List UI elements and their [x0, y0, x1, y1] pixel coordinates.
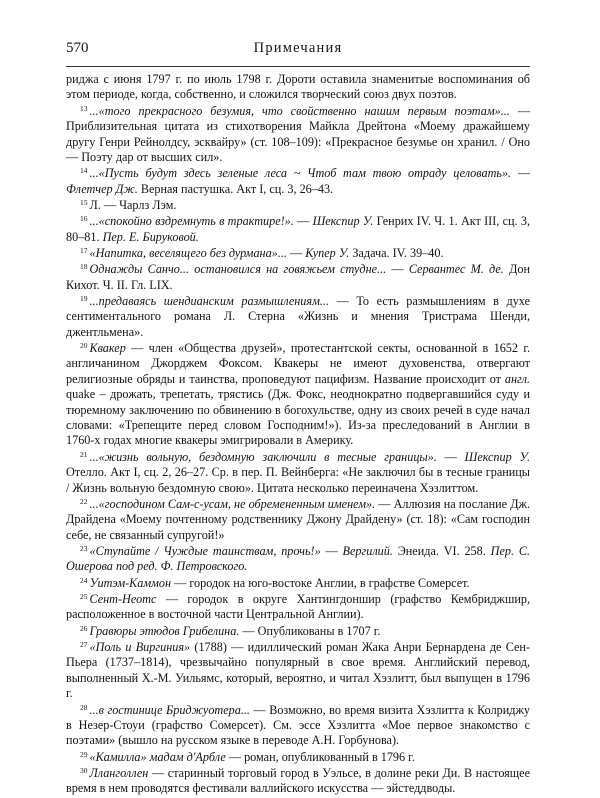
footnote-19 [66, 294, 530, 340]
footnote-number: 20 [80, 341, 88, 351]
footnote-italic-text: «Ступайте / Чуждые таинствам, прочь!» [89, 543, 321, 558]
running-title: Примечания [253, 40, 343, 56]
footnote-text: Дон Кихот. Ч. II. Гл. LIX. [66, 262, 530, 292]
footnote-text: Энеида. VI. 258. [392, 543, 491, 558]
footnote-21 [66, 450, 530, 496]
footnote-26 [66, 624, 530, 639]
footnote-18 [66, 262, 530, 293]
footnote-text: — Возможно, во время визита Хэзлитта к Колриджу в Незер-Стоуи (графство Сомерсет). См. эссе Хэзлитта «Мое первое знакомство с поэтами» (вышло на русском языке в переводе А.Н. Горбунова). [66, 702, 530, 748]
footnote-15 [66, 198, 530, 213]
footnote-text: Верная пастушка. Акт I, сц. 3, 26–43. [137, 181, 334, 196]
footnote-text: — Аллюзия на послание Дж. Драйдена «Моему почтенному родственнику Джону Драйдену» (ст. 18): «Сам господин себе, не связанный супругой!» [66, 496, 530, 542]
footnote-28 [66, 703, 530, 749]
notes-body [66, 72, 530, 798]
footnote-number: 29 [80, 749, 88, 759]
footnote-27 [66, 640, 530, 702]
footnote-number: 23 [80, 543, 88, 553]
footnote-13 [66, 104, 530, 166]
footnote-text: риджа с июня 1797 г. по июль 1798 г. Дороти оставила знаменитые воспоминания об этом периоде, когда, собственно, и сложился творческий союз двух поэтов. [66, 72, 530, 102]
footnote-number: 27 [80, 639, 88, 649]
footnote-text: Л. — Чарлз Лэм. [89, 197, 177, 212]
footnote-number: 22 [80, 496, 88, 506]
footnote-italic-text: Пер. С. Ошерова под ред. Ф. Петровского. [66, 543, 531, 574]
footnote-text: — Опубликованы в 1707 г. [239, 623, 381, 638]
footnote-italic-text: ...в гостинице Бриджуотера... [89, 702, 250, 717]
footnote-text: (1788) — идиллический роман Жака Анри Бернардена де Сен-Пьера (1737–1814), чрезвычайно популярный в свое время. Английский перевод, выполненный Х.-М. Уильямс, который, вероятно, и читал Хэзлитт, был выпущен в 1796 г. [66, 639, 530, 701]
footnote-text: — То есть размышлениям в духе сентиментального романа Л. Стерна «Жизнь и мнения Тристрама Шенди, джентльмена». [66, 293, 530, 339]
footnote-text: — старинный торговый город в Уэльсе, в долине реки Ди. В настоящее время в нем проводятся фестивали валлийского искусства — эйстеддводы. [66, 765, 530, 796]
footnote-14 [66, 166, 530, 197]
footnote-italic-text: Квакер [89, 341, 126, 356]
footnote-text: — городок в округе Хантингдоншир (графство Кембриджшир, расположенное в восточной части Центральной Англии). [66, 591, 530, 622]
footnote-22 [66, 497, 530, 543]
footnote-italic-text: ...«жизнь вольную, бездомную заключили в тесные границы». [89, 449, 437, 464]
footnote-italic-text: «Поль и Виргиния» [89, 639, 191, 654]
footnote-number: 14 [80, 166, 88, 176]
footnote-italic-text: Шекспир У. [312, 214, 374, 229]
footnote-number: 13 [80, 103, 88, 113]
footnote-italic-text: ...«того прекрасного безумия, что свойственно нашим первым поэтам»... [89, 103, 510, 118]
footnote-23 [66, 544, 530, 575]
footnote-text: quake – дрожать, трепетать, трястись (Дж. Фокс, неоднократно подвергавшийся суду и тюремному заключению по обвинению в богохульстве, одну из своих речей в суде начал словами: «Трепещите перед словом Господним!»). Из-за преследований в Англии в 1760-х годах многие квакеры эмигрировали в Америку. [66, 387, 530, 448]
footnote-italic-text: Однажды Санчо... остановился на говяжьем студне... [89, 262, 387, 277]
footnote-number: 26 [80, 623, 88, 633]
footnote-italic-text: ...«господином Сам-с-усам, не обремененным именем». [89, 496, 376, 511]
footnote-text: — [293, 214, 313, 229]
footnote-text: Отелло. Акт I, сц. 2, 26–27. Ср. в пер. П. Вейнберга: «Не заключил бы в тесные границы / Жизнь вольную бездомную свою». Цитата несколько переиначена Хэзлиттом. [66, 465, 530, 495]
footnote-number: 15 [80, 197, 88, 207]
footnote-italic-text: Шекспир У. [464, 449, 531, 464]
footnote-italic-text: ...предаваясь шендианским размышлениям... [89, 293, 329, 308]
footnote-text: — роман, опубликованный в 1796 г. [225, 749, 415, 764]
footnote-text: Генрих IV. Ч. 1. Акт III, сц. 3, 80–81. [66, 214, 531, 244]
footnote-number: 17 [80, 245, 88, 255]
footnote-number: 30 [80, 765, 88, 775]
footnote-italic-text: ...«спокойно вздремнуть в трактире!». [89, 214, 294, 229]
footnote-number: 24 [80, 575, 88, 585]
footnote-italic-text: Уитэм-Каммон [89, 575, 172, 590]
header-rule [66, 66, 530, 67]
footnote-italic-text: Сервантес М. де. [408, 262, 504, 277]
footnote-text: — член «Общества друзей», протестантской секты, основанной в 1652 г. англичанином Джорджем Фоксом. Квакеры не имеют духовенства, отвергают религиозные обряды и таинства, проповедуют пацифизм. Название происходит от [66, 341, 530, 386]
footnote-text: Задача. IV. 39–40. [349, 245, 444, 260]
footnote-italic-text: Сент-Неотс [89, 591, 157, 606]
footnote-24 [66, 576, 530, 591]
footnote-italic-text: «Напитка, веселящего без дурмана»... [89, 245, 287, 260]
footnote-italic-text: Гравюры этюдов Грибелина. [89, 623, 240, 638]
footnote-text: — городок на юго-востоке Англии, в графстве Сомерсет. [171, 575, 470, 590]
footnote-17 [66, 246, 530, 261]
footnote-number: 21 [80, 449, 88, 459]
footnote-number: 19 [80, 293, 88, 303]
footnote-italic-text: ...«Пусть будут здесь зеленые леса ~ Чтоб там твою отраду целовать». [89, 166, 512, 181]
footnote-italic-text: англ. [504, 371, 530, 386]
footnote-16 [66, 214, 530, 245]
footnote-number: 18 [80, 262, 88, 272]
footnote-italic-text: Вергилий. [342, 543, 393, 558]
footnote-25 [66, 592, 530, 623]
footnote-text: — [511, 166, 531, 181]
footnote-29 [66, 750, 530, 765]
footnote-text: — [436, 449, 465, 464]
footnote-text: — Приблизительная цитата из стихотворения Майкла Дрейтона «Моему дражайшему другу Генри Рейнолдсу, эсквайру» (ст. 108–109): «Прекрасное безумье он хранил. / Оно — Поэту дар от высших сил». [66, 103, 530, 164]
footnote-number: 28 [80, 702, 88, 712]
footnote-text: — [386, 262, 409, 277]
footnote-italic-text: Пер. Е. Бируковой. [102, 229, 199, 244]
footnote-continuation [66, 72, 530, 103]
footnote-number: 16 [80, 214, 88, 224]
page-number: 570 [66, 40, 89, 56]
footnote-20 [66, 341, 530, 449]
footnote-text: — [286, 245, 306, 260]
footnote-number: 25 [80, 591, 88, 601]
page-header [66, 40, 530, 60]
footnote-30 [66, 766, 530, 797]
footnote-italic-text: Купер У. [305, 245, 350, 260]
footnote-text: — [320, 543, 343, 558]
footnote-italic-text: «Камилла» мадам д'Арбле [89, 749, 226, 764]
footnote-italic-text: Лланголлен [89, 765, 149, 780]
footnote-italic-text: Флетчер Дж. [66, 181, 138, 196]
